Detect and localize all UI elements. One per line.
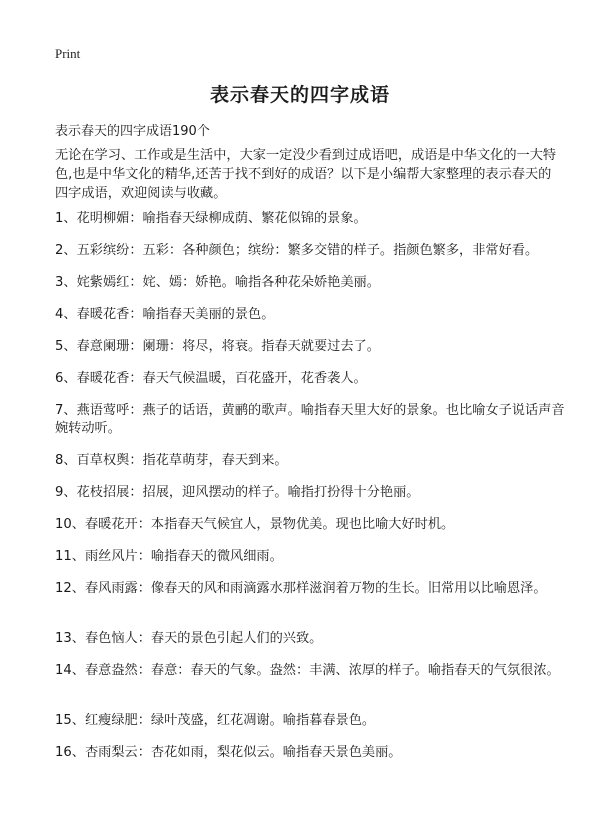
- document-subtitle: 表示春天的四字成语190个: [55, 124, 210, 139]
- idiom-name: 姹紫嫣红：: [76, 275, 143, 290]
- intro-paragraph: 无论在学习、工作或是生活中，大家一定没少看到过成语吧，成语是中华文化的一大特色,也是中华文化的精华,还苦于找不到好的成语？以下是小编帮大家整理的表示春天的四字成语，欢迎阅读与收藏。: [55, 148, 557, 201]
- idiom-number: 6、: [55, 371, 77, 386]
- idiom-number: 10、: [55, 517, 85, 532]
- idiom-item: [55, 210, 565, 228]
- idiom-name: 春暖花开：: [84, 517, 151, 532]
- idiom-description: 招展，迎风摆动的样子。喻指打扮得十分艳丽。: [142, 485, 420, 500]
- idiom-description: 本指春天气候宜人，景物优美。现也比喻大好时机。: [150, 517, 455, 532]
- idiom-list: [55, 210, 565, 776]
- idiom-item: [55, 548, 565, 566]
- idiom-number: 9、: [55, 485, 77, 500]
- idiom-description: 杏花如雨，梨花似云。喻指春天景色美丽。: [150, 745, 402, 760]
- idiom-name: 红瘦绿肥：: [84, 713, 151, 728]
- idiom-item: [55, 306, 565, 324]
- idiom-number: 15、: [55, 713, 85, 728]
- idiom-description: 像春天的风和雨滴露水那样滋润着万物的生长。旧常用以比喻恩泽。: [150, 581, 547, 596]
- idiom-description: 春天气候温暖，百花盛开，花香袭人。: [142, 371, 367, 386]
- idiom-item: [55, 484, 565, 502]
- idiom-name: 百草权舆：: [76, 453, 143, 468]
- idiom-number: 3、: [55, 275, 77, 290]
- idiom-item: [55, 402, 565, 438]
- idiom-description: 喻指春天美丽的景色。: [142, 307, 275, 322]
- idiom-item: [55, 242, 565, 260]
- idiom-item: [55, 516, 565, 534]
- idiom-number: 14、: [55, 663, 85, 678]
- idiom-number: 1、: [55, 211, 77, 226]
- idiom-description: 指花草萌芽，春天到来。: [142, 453, 288, 468]
- idiom-description: 燕子的话语，黄鹂的歌声。喻指春天里大好的景象。也比喻女子说话声音婉转动听。: [55, 403, 565, 436]
- idiom-item: [55, 744, 565, 762]
- idiom-name: 杏雨梨云：: [84, 745, 151, 760]
- idiom-name: 花明柳媚：: [76, 211, 143, 226]
- idiom-name: 春暖花香：: [76, 307, 143, 322]
- document-title: 表示春天的四字成语: [209, 84, 390, 106]
- idiom-description: 喻指春天的微风细雨。: [150, 549, 283, 564]
- idiom-number: 4、: [55, 307, 77, 322]
- idiom-name: 雨丝风片：: [84, 549, 151, 564]
- idiom-description: 春天的景色引起人们的兴致。: [150, 631, 323, 646]
- idiom-description: 五彩：各种颜色；缤纷：繁多交错的样子。指颜色繁多，非常好看。: [142, 243, 539, 258]
- idiom-description: 绿叶茂盛，红花凋谢。喻指暮春景色。: [150, 713, 376, 728]
- print-link[interactable]: Print: [55, 46, 81, 61]
- idiom-description: 喻指春天绿柳成荫、繁花似锦的景象。: [142, 211, 367, 226]
- idiom-item: [55, 662, 565, 698]
- idiom-name: 春意阑珊：: [76, 339, 143, 354]
- idiom-name: 花枝招展：: [76, 485, 143, 500]
- idiom-number: 7、: [55, 403, 77, 418]
- idiom-item: [55, 338, 565, 356]
- idiom-name: 燕语莺呼：: [76, 403, 143, 418]
- idiom-number: 13、: [55, 631, 85, 646]
- idiom-name: 春暖花香：: [76, 371, 143, 386]
- idiom-number: 5、: [55, 339, 77, 354]
- idiom-item: [55, 712, 565, 730]
- idiom-number: 8、: [55, 453, 77, 468]
- idiom-item: [55, 630, 565, 648]
- idiom-number: 11、: [55, 549, 85, 564]
- idiom-item: [55, 274, 565, 292]
- idiom-number: 2、: [55, 243, 77, 258]
- idiom-item: [55, 370, 565, 388]
- idiom-item: [55, 452, 565, 470]
- idiom-name: 春风雨露：: [84, 581, 151, 596]
- idiom-description: 阑珊：将尽，将衰。指春天就要过去了。: [142, 339, 380, 354]
- idiom-number: 12、: [55, 581, 85, 596]
- idiom-number: 16、: [55, 745, 85, 760]
- idiom-name: 五彩缤纷：: [76, 243, 143, 258]
- idiom-name: 春意盎然：: [84, 663, 151, 678]
- idiom-description: 春意：春天的气象。盎然：丰满、浓厚的样子。喻指春天的气氛很浓。: [150, 663, 560, 678]
- idiom-item: [55, 580, 565, 616]
- idiom-name: 春色恼人：: [84, 631, 151, 646]
- idiom-description: 姹、嫣：娇艳。喻指各种花朵娇艳美丽。: [142, 275, 380, 290]
